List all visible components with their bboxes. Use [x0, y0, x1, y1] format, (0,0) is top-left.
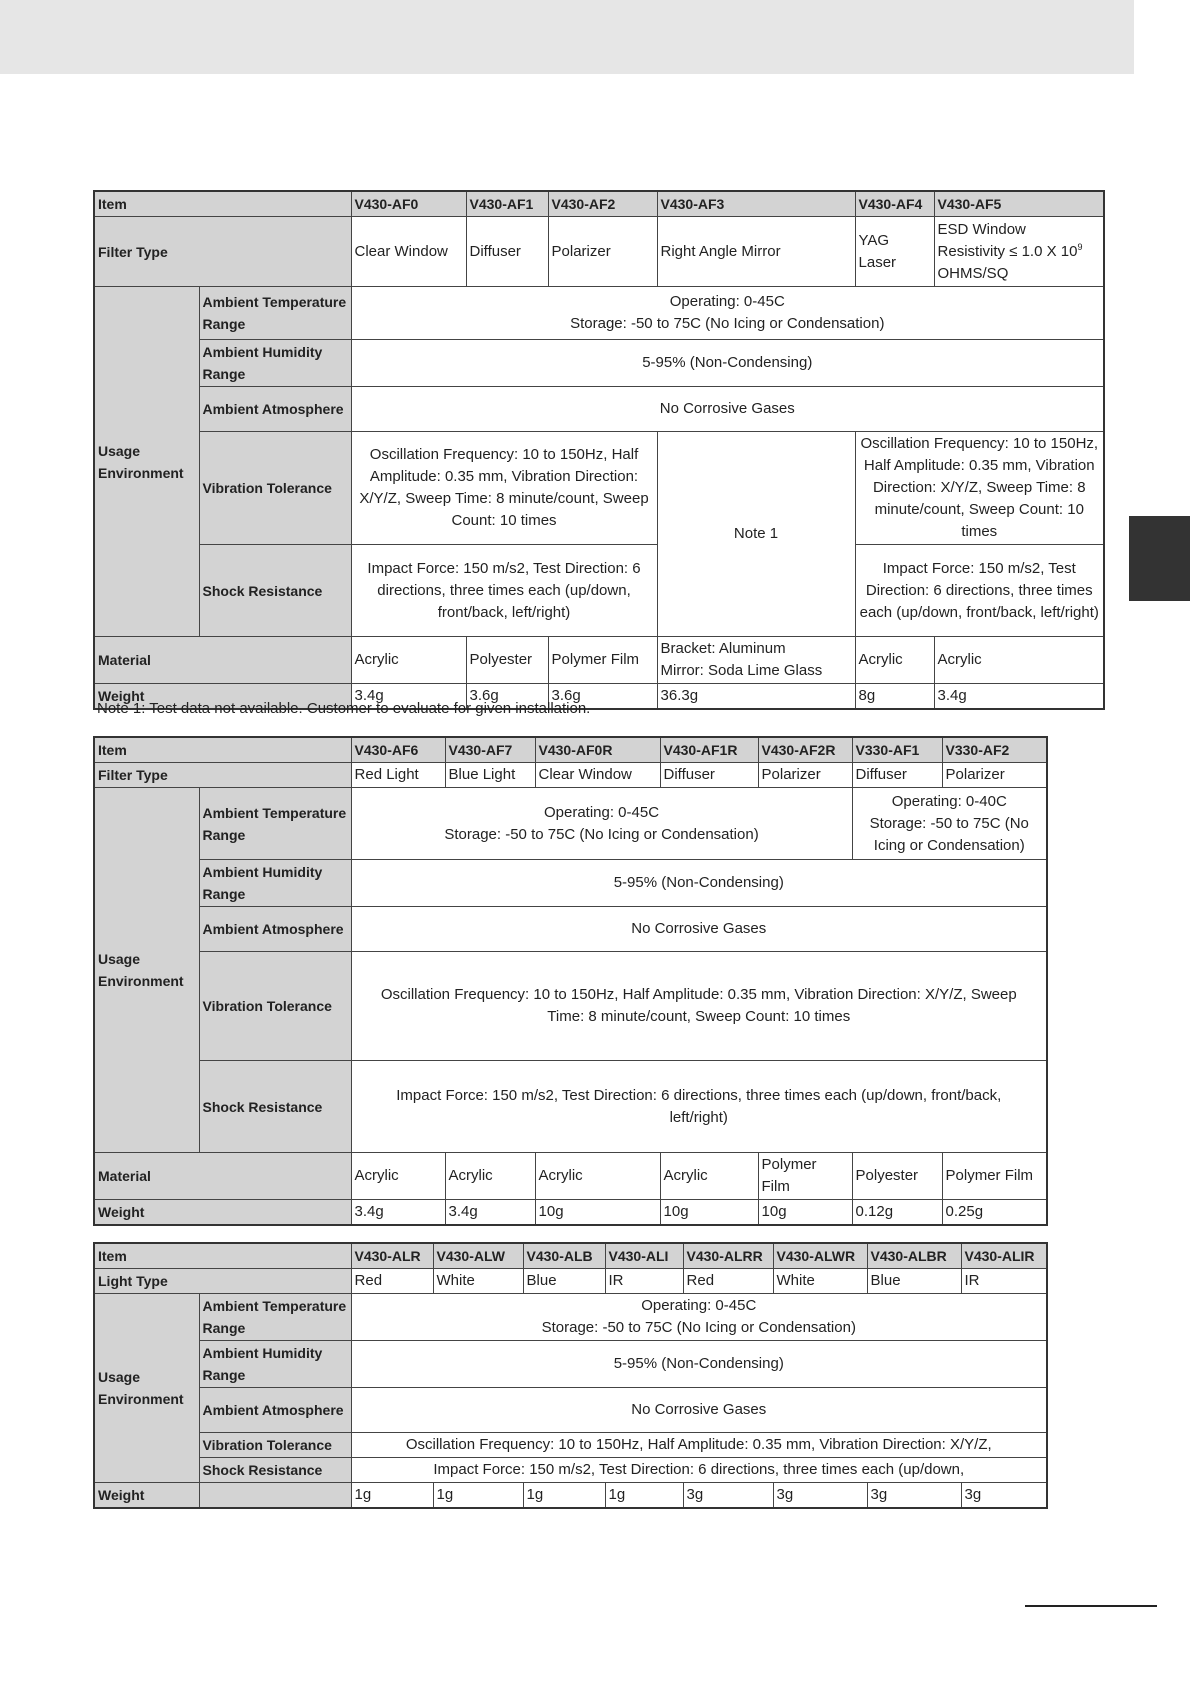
t1-shock-value-right: Impact Force: 150 m/s2, Test Direction: 6 directions, three times each (up/down, front/back, left/right): [855, 545, 1104, 637]
t2-filter-type: Diffuser: [660, 763, 758, 788]
t1-material: Polyester: [466, 637, 548, 684]
t3-model: V430-ALW: [433, 1243, 523, 1269]
t1-amb-temp-label: Ambient Temperature Range: [199, 287, 351, 340]
t3-weight: 3g: [961, 1483, 1047, 1509]
t1-material-mirror: Mirror: Soda Lime Glass: [660, 662, 823, 679]
t2-material: Acrylic: [660, 1153, 758, 1200]
t2-atmosphere-label: Ambient Atmosphere: [199, 907, 351, 952]
t3-model: V430-ALR: [351, 1243, 433, 1269]
t2-item-header: Item: [94, 737, 351, 763]
t2-material: Acrylic: [535, 1153, 660, 1200]
t1-filter-type-af5: [934, 217, 1104, 287]
t1-model: V430-AF5: [934, 191, 1104, 217]
t3-light-type-label: Light Type: [94, 1269, 351, 1294]
t3-shock-label: Shock Resistance: [199, 1458, 351, 1483]
t1-model: V430-AF3: [657, 191, 855, 217]
t2-operating-v330: Operating: 0-40C: [891, 792, 1007, 810]
t2-material: Acrylic: [445, 1153, 535, 1200]
t2-storage-v330: Storage: -50 to 75C (No Icing or Condensation): [869, 814, 1029, 854]
t3-model: V430-ALBR: [867, 1243, 961, 1269]
t1-atmosphere-value: No Corrosive Gases: [351, 387, 1104, 432]
t3-weight: 3g: [773, 1483, 867, 1509]
t2-weight: 3.4g: [351, 1200, 445, 1226]
t3-humidity-value: 5-95% (Non-Condensing): [351, 1341, 1047, 1388]
t2-material: Polymer Film: [942, 1153, 1047, 1200]
t1-filter-type: Diffuser: [466, 217, 548, 287]
t1-weight: 36.3g: [657, 684, 855, 710]
spec-table-2: [93, 736, 1048, 1226]
t1-weight: 3.6g: [466, 684, 548, 710]
af5-line-3: OHMS/SQ: [937, 264, 1009, 282]
t2-material: Polyester: [852, 1153, 942, 1200]
t2-humidity-value: 5-95% (Non-Condensing): [351, 860, 1047, 907]
t1-vibration-value-right: Oscillation Frequency: 10 to 150Hz, Half Amplitude: 0.35 mm, Vibration Direction: X/Y/Z, Sweep Time: 8 minute/count, Sweep Count: 10 times: [855, 432, 1104, 545]
t1-usage-label: Usage Environment: [94, 287, 199, 637]
table-1-footnote: Note 1: Test data not available. Customer to evaluate for given installation.: [97, 700, 591, 717]
t2-material-label: Material: [94, 1153, 351, 1200]
t1-material: Acrylic: [351, 637, 466, 684]
t2-model: V430-AF1R: [660, 737, 758, 763]
t3-weight: 1g: [433, 1483, 523, 1509]
t1-shock-label: Shock Resistance: [199, 545, 351, 637]
t2-storage: Storage: -50 to 75C (No Icing or Condensation): [444, 825, 759, 843]
t1-material: Polymer Film: [548, 637, 657, 684]
t3-model: V430-ALB: [523, 1243, 605, 1269]
t3-storage: Storage: -50 to 75C (No Icing or Condensation): [541, 1319, 856, 1336]
t1-humidity-label: Ambient Humidity Range: [199, 340, 351, 387]
t3-light-type: IR: [961, 1269, 1047, 1294]
t1-vibration-label: Vibration Tolerance: [199, 432, 351, 545]
t1-operating: Operating: 0-45C: [669, 293, 785, 310]
t3-light-type: Blue: [867, 1269, 961, 1294]
t2-weight: 10g: [758, 1200, 852, 1226]
t1-shock-value: Impact Force: 150 m/s2, Test Direction: 6 directions, three times each (up/down, front/back, left/right): [351, 545, 657, 637]
t2-vibration-value: Oscillation Frequency: 10 to 150Hz, Half Amplitude: 0.35 mm, Vibration Direction: X/Y/Z, Sweep Time: 8 minute/count, Sweep Count: 10 times: [351, 952, 1047, 1061]
t1-material-label: Material: [94, 637, 351, 684]
t2-amb-temp-label: Ambient Temperature Range: [199, 788, 351, 860]
t3-humidity-label: Ambient Humidity Range: [199, 1341, 351, 1388]
t2-amb-temp-value-v330: [852, 788, 1047, 860]
t2-filter-type-label: Filter Type: [94, 763, 351, 788]
footer-rule: [1025, 1605, 1157, 1607]
t2-model: V430-AF6: [351, 737, 445, 763]
t2-amb-temp-value: [351, 788, 852, 860]
t3-light-type: IR: [605, 1269, 683, 1294]
t2-weight-label: Weight: [94, 1200, 351, 1226]
t2-model: V430-AF0R: [535, 737, 660, 763]
t1-filter-type: Polarizer: [548, 217, 657, 287]
t3-shock-value: Impact Force: 150 m/s2, Test Direction: 6 directions, three times each (up/down,: [351, 1458, 1047, 1483]
t2-shock-label: Shock Resistance: [199, 1061, 351, 1153]
t3-light-type: White: [773, 1269, 867, 1294]
section-tab: [1129, 516, 1190, 601]
t2-filter-type: Clear Window: [535, 763, 660, 788]
t3-weight: 1g: [523, 1483, 605, 1509]
t3-amb-temp-value: [351, 1294, 1047, 1341]
t1-filter-type: YAG Laser: [855, 217, 934, 287]
t2-usage-label: Usage Environment: [94, 788, 199, 1153]
t1-storage: Storage: -50 to 75C (No Icing or Condensation): [570, 315, 885, 332]
t3-item-header: Item: [94, 1243, 351, 1269]
t2-filter-type: Polarizer: [942, 763, 1047, 788]
t1-material-bracket: Bracket: Aluminum: [660, 640, 786, 657]
t2-model: V430-AF2R: [758, 737, 852, 763]
t2-weight: 10g: [660, 1200, 758, 1226]
t3-light-type: White: [433, 1269, 523, 1294]
t1-weight: 3.6g: [548, 684, 657, 710]
t1-material: Acrylic: [934, 637, 1104, 684]
t3-usage-label: Usage Environment: [94, 1294, 199, 1483]
t3-model: V430-ALRR: [683, 1243, 773, 1269]
t3-operating: Operating: 0-45C: [641, 1297, 757, 1314]
t3-model: V430-ALI: [605, 1243, 683, 1269]
t1-weight: 3.4g: [351, 684, 466, 710]
af5-resistivity: Resistivity ≤ 1.0 X 10: [937, 242, 1078, 260]
t3-light-type: Red: [683, 1269, 773, 1294]
t3-vibration-label: Vibration Tolerance: [199, 1433, 351, 1458]
t3-atmosphere-label: Ambient Atmosphere: [199, 1388, 351, 1433]
t3-model: V430-ALWR: [773, 1243, 867, 1269]
t1-weight-label: Weight: [94, 684, 351, 710]
t2-weight: 10g: [535, 1200, 660, 1226]
t2-filter-type: Blue Light: [445, 763, 535, 788]
t1-filter-type: Clear Window: [351, 217, 466, 287]
spec-table-3: [93, 1242, 1048, 1509]
header-band: [0, 0, 1134, 74]
t3-weight-label: Weight: [94, 1483, 199, 1509]
t1-filter-type-label: Filter Type: [94, 217, 351, 287]
t3-atmosphere-value: No Corrosive Gases: [351, 1388, 1047, 1433]
t3-weight-spacer: [199, 1483, 351, 1509]
t2-model: V330-AF1: [852, 737, 942, 763]
t1-model: V430-AF2: [548, 191, 657, 217]
t1-model: V430-AF4: [855, 191, 934, 217]
t3-light-type: Blue: [523, 1269, 605, 1294]
t2-vibration-label: Vibration Tolerance: [199, 952, 351, 1061]
af5-line-1: ESD Window: [937, 220, 1026, 238]
t2-model: V430-AF7: [445, 737, 535, 763]
t3-weight: 3g: [683, 1483, 773, 1509]
t1-weight: 8g: [855, 684, 934, 710]
t2-atmosphere-value: No Corrosive Gases: [351, 907, 1047, 952]
t2-weight: 3.4g: [445, 1200, 535, 1226]
t1-model: V430-AF1: [466, 191, 548, 217]
t3-model: V430-ALIR: [961, 1243, 1047, 1269]
t2-filter-type: Diffuser: [852, 763, 942, 788]
t3-vibration-value: Oscillation Frequency: 10 to 150Hz, Half Amplitude: 0.35 mm, Vibration Direction: X/Y/Z,: [351, 1433, 1047, 1458]
t3-weight: 1g: [351, 1483, 433, 1509]
t3-weight: 1g: [605, 1483, 683, 1509]
t1-atmosphere-label: Ambient Atmosphere: [199, 387, 351, 432]
t2-filter-type: Polarizer: [758, 763, 852, 788]
t1-note-cell: Note 1: [657, 432, 855, 637]
t1-material-af3: [657, 637, 855, 684]
af5-line-2: [938, 241, 1101, 263]
t2-model: V330-AF2: [942, 737, 1047, 763]
t2-filter-type: Red Light: [351, 763, 445, 788]
t2-operating: Operating: 0-45C: [543, 803, 660, 821]
t1-weight: 3.4g: [934, 684, 1104, 710]
t3-light-type: Red: [351, 1269, 433, 1294]
t2-weight: 0.12g: [852, 1200, 942, 1226]
spec-table-1: [93, 190, 1105, 710]
t2-shock-value: Impact Force: 150 m/s2, Test Direction: 6 directions, three times each (up/down, front/back, left/right): [351, 1061, 1047, 1153]
t1-vibration-value: Oscillation Frequency: 10 to 150Hz, Half Amplitude: 0.35 mm, Vibration Direction: X/Y/Z, Sweep Time: 8 minute/count, Sweep Count: 10 times: [351, 432, 657, 545]
t1-item-header: Item: [94, 191, 351, 217]
t2-material: Acrylic: [351, 1153, 445, 1200]
t1-amb-temp-value: [351, 287, 1104, 340]
t1-humidity-value: 5-95% (Non-Condensing): [351, 340, 1104, 387]
t2-humidity-label: Ambient Humidity Range: [199, 860, 351, 907]
t1-model: V430-AF0: [351, 191, 466, 217]
t3-weight: 3g: [867, 1483, 961, 1509]
t2-weight: 0.25g: [942, 1200, 1047, 1226]
t1-filter-type: Right Angle Mirror: [657, 217, 855, 287]
af5-exponent: 9: [1077, 241, 1083, 252]
t3-amb-temp-label: Ambient Temperature Range: [199, 1294, 351, 1341]
t2-material: Polymer Film: [758, 1153, 852, 1200]
t1-material: Acrylic: [855, 637, 934, 684]
